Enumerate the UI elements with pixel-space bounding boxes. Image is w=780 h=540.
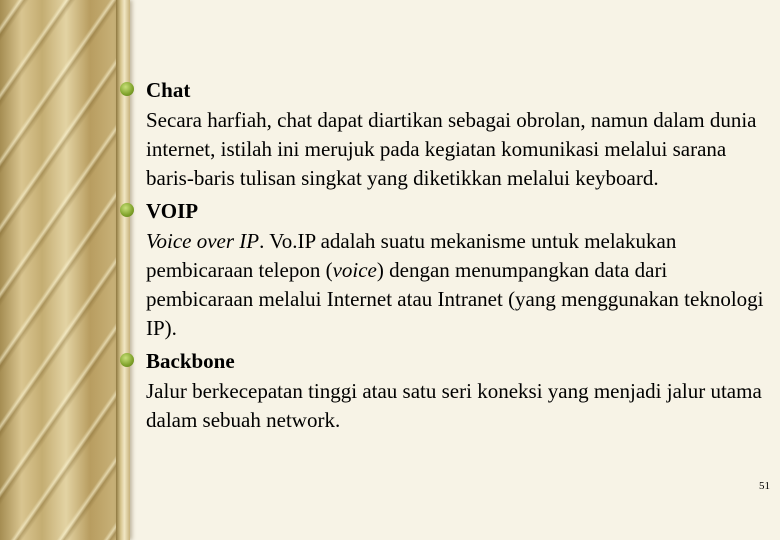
item-body-text: ) dengan menumpangkan data dari pembicaraan melalui Internet atau Intranet (yang menggunakan teknologi IP). [146, 258, 764, 340]
list-item-chat [146, 76, 772, 193]
item-heading: Backbone [146, 349, 235, 373]
slide-content [146, 76, 772, 439]
item-body-italic: Voice over IP [146, 229, 260, 253]
bullet-icon [120, 353, 134, 367]
list-item-backbone [146, 347, 772, 435]
item-body: Jalur berkecepatan tinggi atau satu seri koneksi yang menjadi jalur utama dalam sebuah network. [146, 379, 762, 432]
decorative-gold-band [0, 0, 120, 540]
item-body [146, 227, 772, 343]
item-body-text: . Vo.IP adalah suatu mekanisme untuk melakukan pembicaraan telepon ( [146, 229, 677, 282]
item-body: Secara harfiah, chat dapat diartikan sebagai obrolan, namun dalam dunia internet, istilah ini merujuk pada kegiatan komunikasi melalui sarana baris-baris tulisan singkat yang diketikkan melalui keyboard. [146, 108, 757, 190]
item-body-italic: voice [332, 258, 377, 282]
item-heading: VOIP [146, 199, 199, 223]
page-number: 51 [759, 480, 770, 492]
decorative-gold-band-edge [116, 0, 130, 540]
list-item-voip [146, 197, 772, 343]
item-heading: Chat [146, 78, 191, 102]
bullet-icon [120, 82, 134, 96]
bullet-icon [120, 203, 134, 217]
